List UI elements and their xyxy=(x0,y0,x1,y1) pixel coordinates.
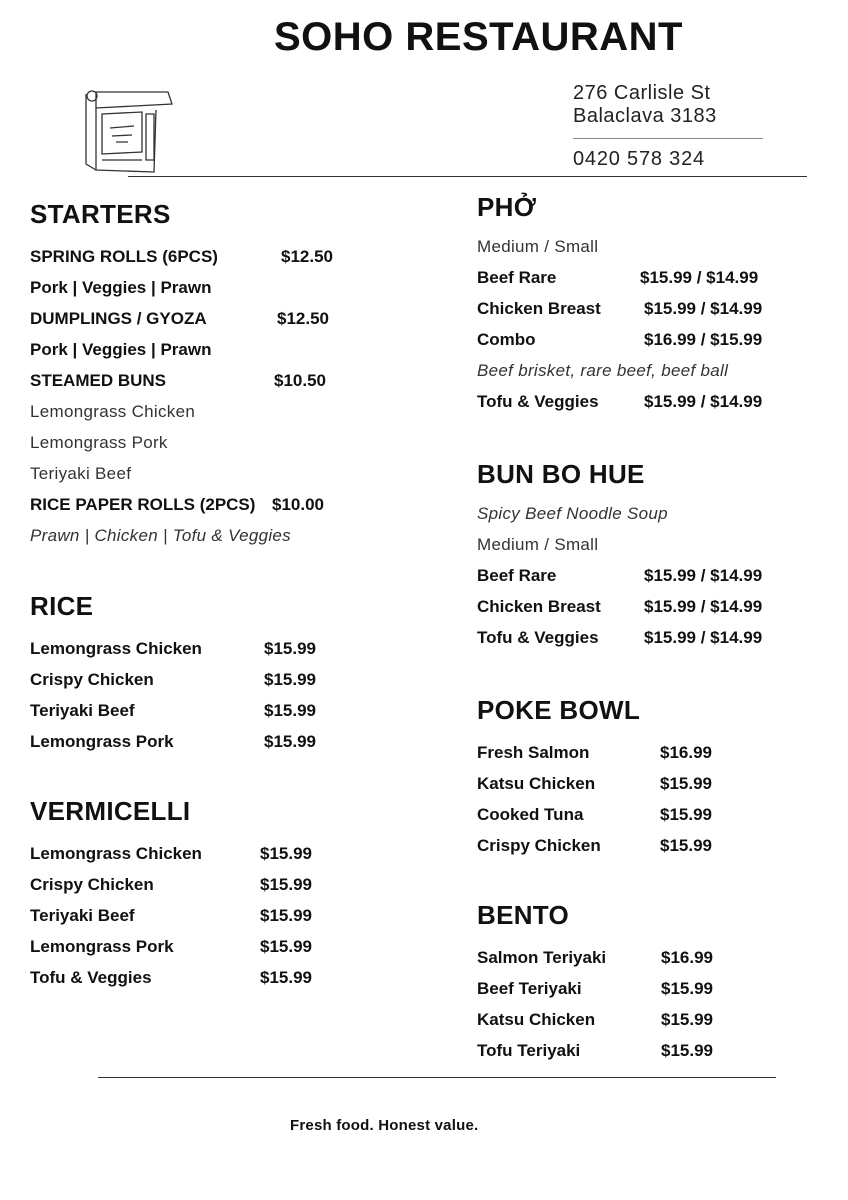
menu-item xyxy=(477,1004,817,1035)
item-price: $15.99 / $14.99 xyxy=(640,268,759,287)
item-price: $10.50 xyxy=(274,371,326,390)
menu-item xyxy=(477,560,817,591)
item-name: Beef Teriyaki xyxy=(477,979,582,998)
item-name: Katsu Chicken xyxy=(477,774,596,793)
menu-item-description xyxy=(477,355,817,386)
menu-item-option xyxy=(30,427,430,458)
item-name: DUMPLINGS / GYOZA xyxy=(30,309,207,328)
bento-title: BENTO xyxy=(477,900,570,930)
bun-bo-hue-title: BUN BO HUE xyxy=(477,459,645,489)
rice-section xyxy=(30,591,430,757)
item-name: Beef brisket, rare beef, beef ball xyxy=(477,361,729,380)
item-name: Lemongrass Pork xyxy=(30,433,168,452)
menu-item xyxy=(30,633,430,664)
header-divider xyxy=(128,176,807,177)
menu-item xyxy=(477,1035,817,1066)
item-price: $15.99 xyxy=(260,968,312,987)
poke-bowl-section xyxy=(477,695,817,861)
vermicelli-title: VERMICELLI xyxy=(30,796,191,826)
menu-item xyxy=(477,973,817,1004)
pho-section xyxy=(477,192,817,417)
menu-item xyxy=(477,737,817,768)
bento-section xyxy=(477,900,817,1066)
menu-item xyxy=(30,303,430,334)
menu-item-variants xyxy=(30,272,430,303)
item-name: SPRING ROLLS (6PCS) xyxy=(30,247,218,266)
item-price: $15.99 / $14.99 xyxy=(644,597,763,616)
item-name: Pork | Veggies | Prawn xyxy=(30,278,212,297)
menu-item xyxy=(477,799,817,830)
footer-divider xyxy=(98,1077,776,1078)
item-name: Tofu & Veggies xyxy=(477,628,599,647)
menu-item xyxy=(30,900,430,931)
item-name: Lemongrass Pork xyxy=(30,732,174,751)
item-price: $15.99 / $14.99 xyxy=(644,628,763,647)
item-name: Teriyaki Beef xyxy=(30,464,132,483)
bun-bo-hue-section xyxy=(477,459,817,653)
item-price: $15.99 / $14.99 xyxy=(644,392,763,411)
item-name: Combo xyxy=(477,330,536,349)
item-name: Lemongrass Pork xyxy=(30,937,174,956)
item-price: $10.00 xyxy=(272,495,324,514)
size-options xyxy=(477,231,817,262)
item-name: Lemongrass Chicken xyxy=(30,402,196,421)
item-price: $16.99 xyxy=(661,948,713,967)
menu-item xyxy=(30,365,430,396)
menu-item xyxy=(477,622,817,653)
item-price: $12.50 xyxy=(277,309,329,328)
item-price: $15.99 xyxy=(264,639,316,658)
item-name: Tofu & Veggies xyxy=(30,968,152,987)
phone-number: 0420 578 324 xyxy=(573,148,705,170)
item-name: Katsu Chicken xyxy=(477,1010,596,1029)
vermicelli-section xyxy=(30,796,430,993)
item-name: Spicy Beef Noodle Soup xyxy=(477,504,668,523)
item-price: $15.99 xyxy=(660,774,712,793)
item-name: Crispy Chicken xyxy=(30,670,154,689)
item-name: Pork | Veggies | Prawn xyxy=(30,340,212,359)
item-price: $15.99 xyxy=(264,701,316,720)
item-name: Crispy Chicken xyxy=(477,836,601,855)
item-name: Lemongrass Chicken xyxy=(30,844,202,863)
menu-item xyxy=(477,942,817,973)
menu-item-option xyxy=(30,396,430,427)
item-name: Chicken Breast xyxy=(477,597,601,616)
item-name: Salmon Teriyaki xyxy=(477,948,607,967)
item-name: Medium / Small xyxy=(477,237,599,256)
item-name: Crispy Chicken xyxy=(30,875,154,894)
address-suburb: Balaclava 3183 xyxy=(573,105,717,127)
item-name: Tofu & Veggies xyxy=(477,392,599,411)
menu-item xyxy=(477,262,817,293)
item-price: $15.99 / $14.99 xyxy=(644,566,763,585)
item-price: $15.99 / $14.99 xyxy=(644,299,763,318)
menu-item xyxy=(30,695,430,726)
item-price: $15.99 xyxy=(260,937,312,956)
menu-item xyxy=(477,386,817,417)
menu-item xyxy=(30,726,430,757)
menu-item xyxy=(477,768,817,799)
item-name: Chicken Breast xyxy=(477,299,601,318)
address-street: 276 Carlisle St xyxy=(573,82,711,104)
rice-title: RICE xyxy=(30,591,94,621)
item-name: Cooked Tuna xyxy=(477,805,584,824)
item-name: Tofu Teriyaki xyxy=(477,1041,581,1060)
item-price: $15.99 xyxy=(661,1041,713,1060)
item-name: STEAMED BUNS xyxy=(30,371,167,390)
menu-item xyxy=(30,664,430,695)
item-price: $15.99 xyxy=(661,979,713,998)
menu-item xyxy=(30,962,430,993)
restaurant-name: SOHO RESTAURANT xyxy=(274,15,683,59)
starters-title: STARTERS xyxy=(30,199,171,229)
poke-bowl-title: POKE BOWL xyxy=(477,695,641,725)
item-price: $15.99 xyxy=(260,875,312,894)
item-name: Prawn | Chicken | Tofu & Veggies xyxy=(30,526,291,545)
tagline: Fresh food. Honest value. xyxy=(290,1117,479,1134)
item-price: $15.99 xyxy=(660,805,712,824)
storefront-illustration xyxy=(82,80,174,174)
menu-item xyxy=(477,830,817,861)
menu-item-option xyxy=(30,458,430,489)
item-name: RICE PAPER ROLLS (2PCS) xyxy=(30,495,256,514)
menu-item-variants xyxy=(30,520,430,551)
item-price: $16.99 / $15.99 xyxy=(644,330,763,349)
menu-item-description xyxy=(477,498,817,529)
item-price: $15.99 xyxy=(260,906,312,925)
size-options xyxy=(477,529,817,560)
menu-item xyxy=(477,591,817,622)
item-price: $15.99 xyxy=(264,732,316,751)
item-name: Teriyaki Beef xyxy=(30,701,135,720)
item-name: Beef Rare xyxy=(477,268,557,287)
menu-item xyxy=(30,838,430,869)
menu-item xyxy=(30,489,430,520)
item-name: Medium / Small xyxy=(477,535,599,554)
menu-item xyxy=(477,293,817,324)
pho-title: PHỞ xyxy=(477,192,537,222)
address-divider xyxy=(573,138,763,139)
item-name: Lemongrass Chicken xyxy=(30,639,202,658)
starters-section xyxy=(30,199,430,551)
address xyxy=(573,82,717,128)
item-price: $15.99 xyxy=(660,836,712,855)
item-price: $15.99 xyxy=(264,670,316,689)
menu-item xyxy=(30,931,430,962)
item-name: Beef Rare xyxy=(477,566,557,585)
menu-item-variants xyxy=(30,334,430,365)
item-name: Fresh Salmon xyxy=(477,743,590,762)
item-price: $15.99 xyxy=(661,1010,713,1029)
item-price: $15.99 xyxy=(260,844,312,863)
item-price: $16.99 xyxy=(660,743,712,762)
menu-item xyxy=(30,869,430,900)
menu-item xyxy=(30,241,430,272)
item-name: Teriyaki Beef xyxy=(30,906,135,925)
menu-item xyxy=(477,324,817,355)
item-price: $12.50 xyxy=(281,247,333,266)
